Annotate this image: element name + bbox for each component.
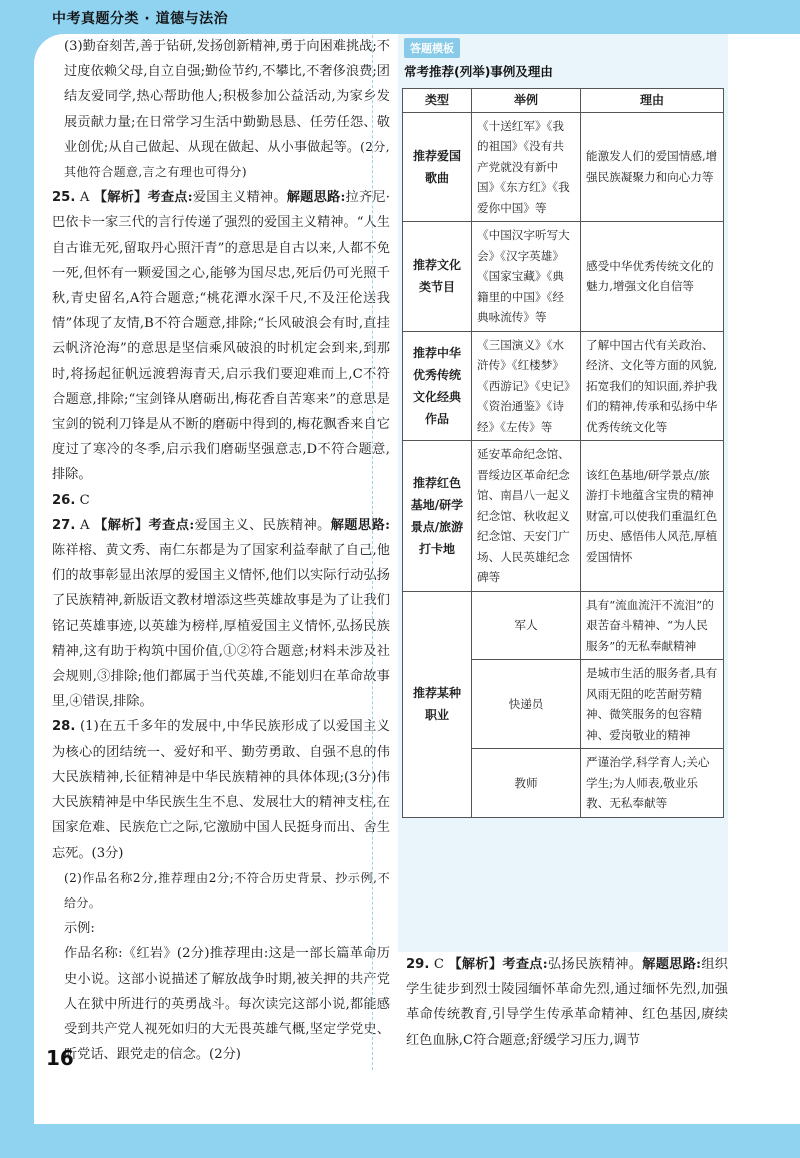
right-column bbox=[406, 952, 728, 1053]
q28-answer-part1: 28. (1)在五千多年的发展中,中华民族形成了以爱国主义为核心的团结统一、爱好和平、勤劳勇敢、自强不息的伟大民族精神,长征精神是中华民族精神的具体体现;(3分)伟大民族精神是中华民族生生不息、发展壮大的精神支柱,在国家危难、民族危亡之际,它激励中国人民挺身而出、舍生忘死。(3分) bbox=[52, 719, 390, 861]
q26-answer: 26. C bbox=[52, 492, 90, 508]
table-row bbox=[403, 331, 724, 441]
table-row bbox=[403, 591, 724, 660]
type-cell: 推荐爱国歌曲 bbox=[403, 112, 472, 222]
table-row bbox=[403, 441, 724, 592]
q24-continuation: (3)勤奋刻苦,善于钻研,发扬创新精神,勇于向困难挑战;不过度依赖父母,自立自强;勤俭节约,不攀比,不奢侈浪费;团结友爱同学,热心帮助他人;积极参加公益活动,为家乡发展贡献力量;在日常学习生活中勤勤恳恳、任劳任怨、敬业创优;从自己做起、从现在做起、从小事做起等。(2分,其他符合题意,言之有理也可得分) bbox=[64, 39, 390, 180]
template-title: 常考推荐(列举)事例及理由 bbox=[404, 64, 553, 79]
running-header: 中考真题分类 · 道德与法治 bbox=[52, 11, 229, 27]
example-cell: 延安革命纪念馆、晋绥边区革命纪念馆、南昌八一起义纪念馆、秋收起义纪念馆、天安门广场、人民英雄纪念碑等 bbox=[472, 441, 581, 592]
reason-cell: 该红色基地/研学景点/旅游打卡地蕴含宝贵的精神财富,可以使我们重温红色历史、感悟伟人风范,厚植爱国情怀 bbox=[581, 441, 724, 592]
q28-example: 作品名称:《红岩》(2分)推荐理由:这是一部长篇革命历史小说。这部小说描述了解放战争时期,被关押的共产党人在狱中所进行的英勇战斗。每次读完这部小说,都能感受到共产党人视死如归的大无畏英雄气概,坚定学党史、听党话、跟党走的信念。(2分) bbox=[64, 946, 390, 1063]
q29-answer: 29. C 【解析】考查点:弘扬民族精神。解题思路:组织学生徒步到烈士陵园缅怀革命先烈,通过缅怀先烈,加强革命传统教育,引导学生传承革命精神、红色基因,赓续红色血脉,C符合题意;舒缓学习压力,调节 bbox=[406, 957, 728, 1048]
template-table bbox=[402, 88, 724, 818]
type-cell: 推荐某种职业 bbox=[403, 591, 472, 817]
reason-cell: 具有“流血流汗不流泪”的艰苦奋斗精神、“为人民服务”的无私奉献精神 bbox=[581, 591, 724, 660]
column-divider bbox=[372, 30, 373, 1070]
reason-cell: 是城市生活的服务者,具有风雨无阻的吃苦耐劳精神、微笑服务的包容精神、爱岗敬业的精神 bbox=[581, 660, 724, 749]
example-cell: 教师 bbox=[472, 749, 581, 818]
table-header-row bbox=[403, 89, 724, 113]
table-row bbox=[403, 112, 724, 222]
reason-cell: 了解中国古代有关政治、经济、文化等方面的风貌,拓宽我们的知识面,养护我们的精神,传承和弘扬中华优秀传统文化等 bbox=[581, 331, 724, 441]
left-column bbox=[52, 34, 390, 1067]
reason-cell: 严谨治学,科学育人;关心学生;为人师表,敬业乐教、无私奉献等 bbox=[581, 749, 724, 818]
q25-answer: 25. A 【解析】考查点:爱国主义精神。解题思路:拉齐尼·巴依卡一家三代的言行传递了强烈的爱国主义精神。“人生自古谁无死,留取丹心照汗青”的意思是自古以来,人都不免一死,但怀有一颗爱国之心,能够为国尽忠,死后仍可光照千秋,青史留名,A符合题意;“桃花潭水深千尺,不及汪伦送我情”体现了友情,B不符合题意,排除;“长风破浪会有时,直挂云帆济沧海”的意思是坚信乘风破浪的时机定会到来,到那时,将扬起征帆远渡碧海青天,启示我们要迎难而上,C不符合题意,排除;“宝剑锋从磨砺出,梅花香自苦寒来”的意思是宝剑的锐利刀锋是从不断的磨砺中得到的,梅花飘香来自它度过了寒冷的冬季,启示我们磨砺坚强意志,D不符合题意,排除。 bbox=[52, 190, 390, 483]
example-cell: 《十送红军》《我的祖国》《没有共产党就没有新中国》《东方红》《我爱你中国》等 bbox=[472, 112, 581, 222]
reason-cell: 能激发人们的爱国情感,增强民族凝聚力和向心力等 bbox=[581, 112, 724, 222]
table-header: 理由 bbox=[581, 89, 724, 113]
type-cell: 推荐红色基地/研学景点/旅游打卡地 bbox=[403, 441, 472, 592]
table-row bbox=[403, 222, 724, 332]
template-tag: 答题模板 bbox=[404, 38, 460, 58]
q27-answer: 27. A 【解析】考查点:爱国主义、民族精神。解题思路:陈祥榕、黄文秀、南仁东都是为了国家利益奉献了自己,他们的故事彰显出浓厚的爱国主义情怀,他们以实际行动弘扬了民族精神,新版语文教材增添这些英雄故事是为了让我们铭记英雄事迹,以英雄为榜样,厚植爱国主义情怀,弘扬民族精神,这有助于构筑中国价值,①②符合题意;材料未涉及社会规则,③排除;他们都属于当代英雄,不能划归在革命故事里,④错误,排除。 bbox=[52, 517, 390, 710]
score-note: (2分,其他符合题意,言之有理也可得分) bbox=[64, 139, 390, 180]
page-number: 16 bbox=[46, 1046, 74, 1070]
example-cell: 《三国演义》《水浒传》《红楼梦》《西游记》《史记》《资治通鉴》《诗经》《左传》等 bbox=[472, 331, 581, 441]
table-header: 举例 bbox=[472, 89, 581, 113]
q28-example-label: 示例: bbox=[64, 921, 95, 937]
table-header: 类型 bbox=[403, 89, 472, 113]
type-cell: 推荐中华优秀传统文化经典作品 bbox=[403, 331, 472, 441]
example-cell: 军人 bbox=[472, 591, 581, 660]
type-cell: 推荐文化类节目 bbox=[403, 222, 472, 332]
reason-cell: 感受中华优秀传统文化的魅力,增强文化自信等 bbox=[581, 222, 724, 332]
example-cell: 快递员 bbox=[472, 660, 581, 749]
example-cell: 《中国汉字听写大会》《汉字英雄》《国家宝藏》《典籍里的中国》《经典咏流传》等 bbox=[472, 222, 581, 332]
q28-scoring-rule: (2)作品名称2分,推荐理由2分;不符合历史背景、抄示例,不给分。 bbox=[64, 870, 390, 910]
answer-template-panel bbox=[398, 34, 728, 952]
